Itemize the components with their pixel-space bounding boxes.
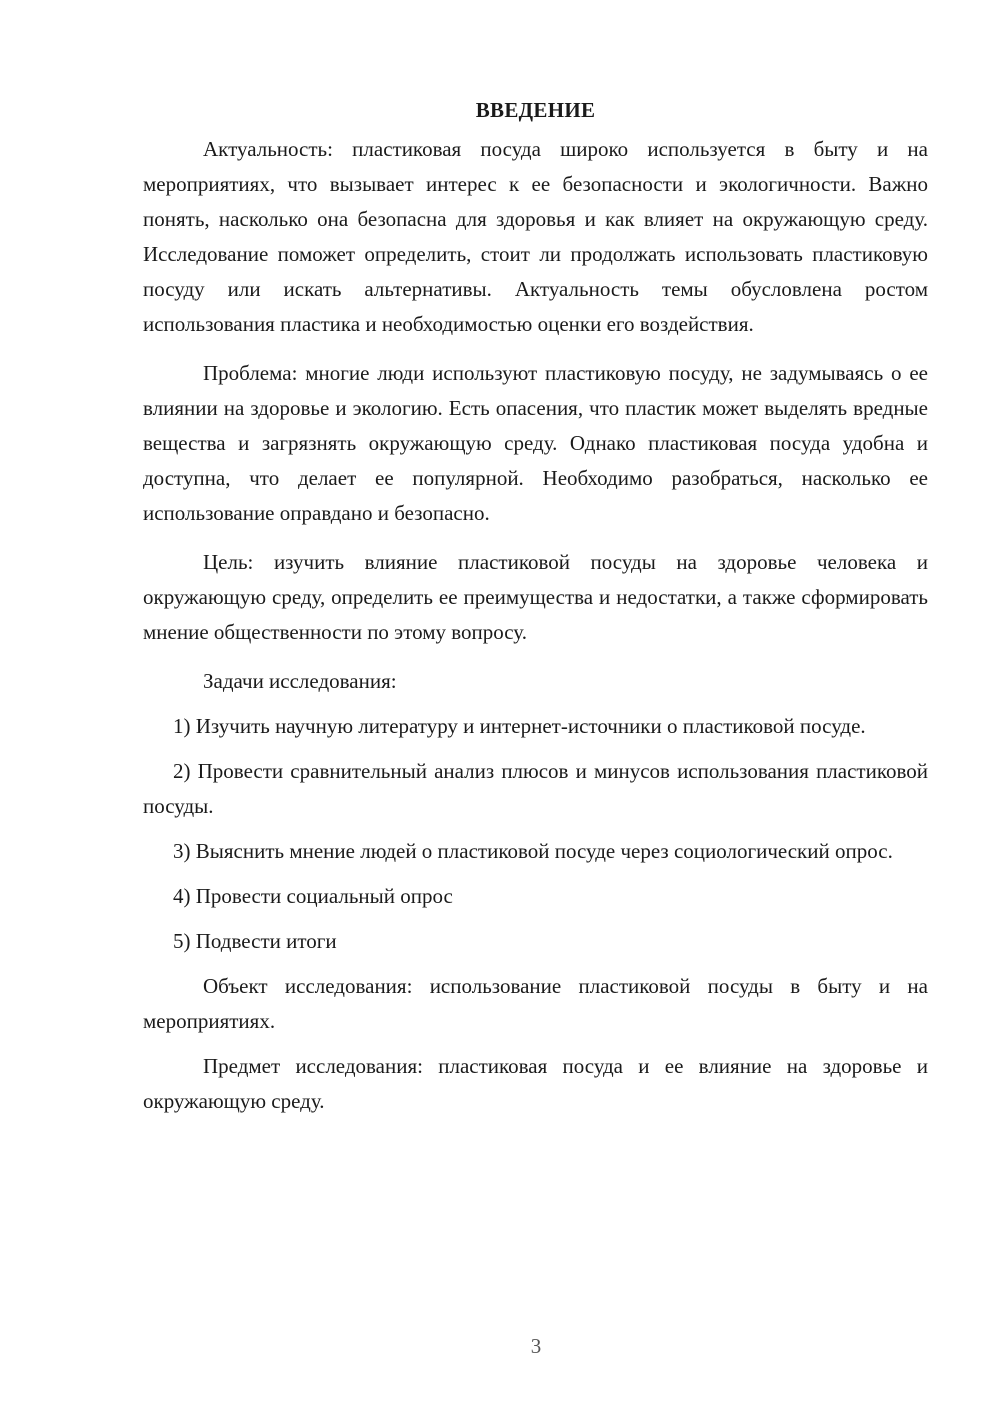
task-item-5: 5) Подвести итоги xyxy=(173,929,337,953)
paragraph-subject: Предмет исследования: пластиковая посуда и ее влияние на здоровье и окружающую среду. xyxy=(143,1054,928,1113)
tasks-heading: Задачи исследования: xyxy=(203,669,397,693)
paragraph-problem: Проблема: многие люди используют пластиковую посуду, не задумываясь о ее влиянии на здоровье и экологию. Есть опасения, что пластик может выделять вредные вещества и загрязнять окружающую среду. Однако пластиковая посуда удобна и доступна, что делает ее популярной. Необходимо разобраться, насколько ее использование оправдано и безопасно. xyxy=(143,361,928,525)
task-item-1: 1) Изучить научную литературу и интернет-источники о пластиковой посуде. xyxy=(173,714,866,738)
paragraph-goal: Цель: изучить влияние пластиковой посуды на здоровье человека и окружающую среду, определить ее преимущества и недостатки, а также сформировать мнение общественности по этому вопросу. xyxy=(143,550,928,644)
document-body xyxy=(143,92,928,1119)
paragraph-object: Объект исследования: использование пластиковой посуды в быту и на мероприятиях. xyxy=(143,974,928,1033)
task-item-3: 3) Выяснить мнение людей о пластиковой посуде через социологический опрос. xyxy=(173,839,893,863)
page-title: ВВЕДЕНИЕ xyxy=(475,98,596,122)
page-number: 3 xyxy=(530,1334,542,1358)
task-item-4: 4) Провести социальный опрос xyxy=(173,884,453,908)
paragraph-relevance: Актуальность: пластиковая посуда широко используется в быту и на мероприятиях, что вызывает интерес к ее безопасности и экологичности. Важно понять, насколько она безопасна для здоровья и как влияет на окружающую среду. Исследование поможет определить, стоит ли продолжать использовать пластиковую посуду или искать альтернативы. Актуальность темы обусловлена ростом использования пластика и необходимостью оценки его воздействия. xyxy=(143,137,928,336)
task-item-2: 2) Провести сравнительный анализ плюсов и минусов использования пластиковой посуды. xyxy=(143,759,928,818)
